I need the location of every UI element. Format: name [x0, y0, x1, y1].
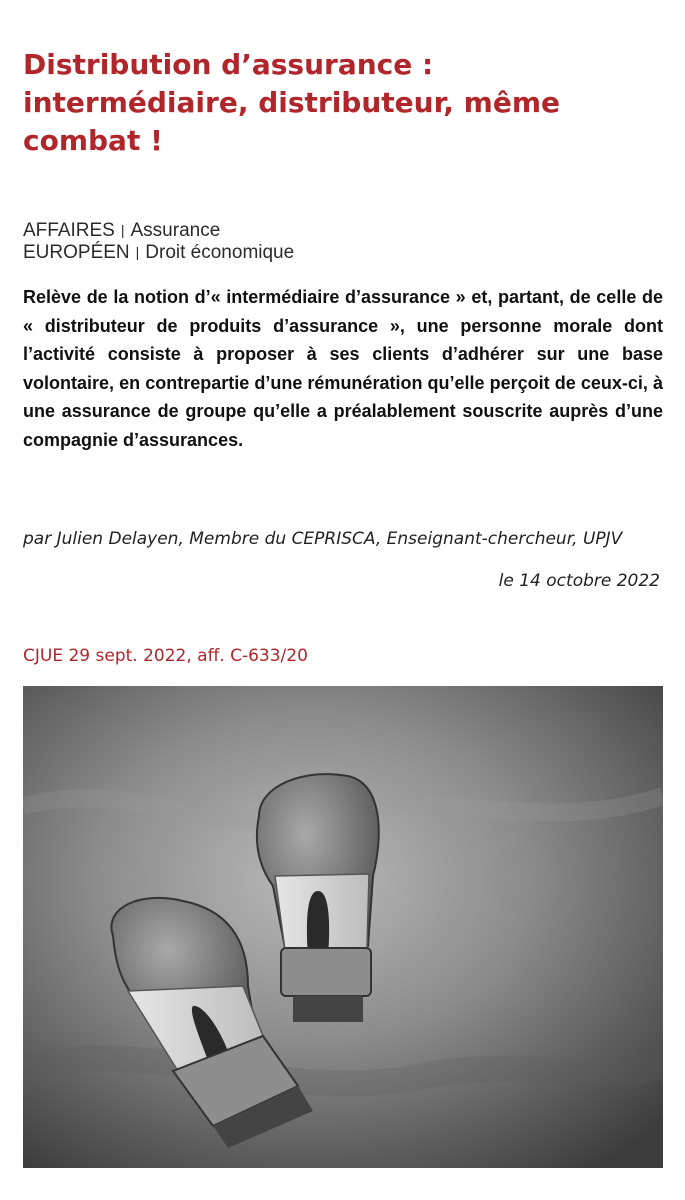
- article-author: par Julien Delayen, Membre du CEPRISCA, Enseignant-chercheur, UPJV: [23, 529, 623, 549]
- category-separator: |: [135, 244, 140, 260]
- category-line-europeen: [23, 241, 294, 264]
- article-summary: Relève de la notion d’« intermédiaire d’assurance » et, partant, de celle de « distributeur de produits d’assurance », une personne morale dont l’activité consiste à proposer à ses clients d’adhérer sur une base volontaire, en contrepartie d’une rémunération qu’elle perçoit de ceux-ci, à une assurance de groupe qu’elle a préalablement souscrite auprès d’une compagnie d’assurances.: [23, 287, 663, 450]
- case-reference[interactable]: CJUE 29 sept. 2022, aff. C-633/20: [23, 646, 308, 666]
- category-separator: |: [120, 222, 125, 238]
- category-main[interactable]: AFFAIRES: [23, 220, 115, 241]
- category-sub[interactable]: Droit économique: [145, 242, 295, 263]
- boxing-gloves-photo: [23, 686, 663, 1168]
- category-sub[interactable]: Assurance: [130, 220, 221, 241]
- article-date: le 14 octobre 2022: [498, 571, 660, 591]
- category-main[interactable]: EUROPÉEN: [23, 242, 130, 263]
- category-line-affaires: [23, 219, 220, 242]
- article-title: Distribution d’assurance : intermédiaire, distributeur, même combat !: [23, 48, 560, 157]
